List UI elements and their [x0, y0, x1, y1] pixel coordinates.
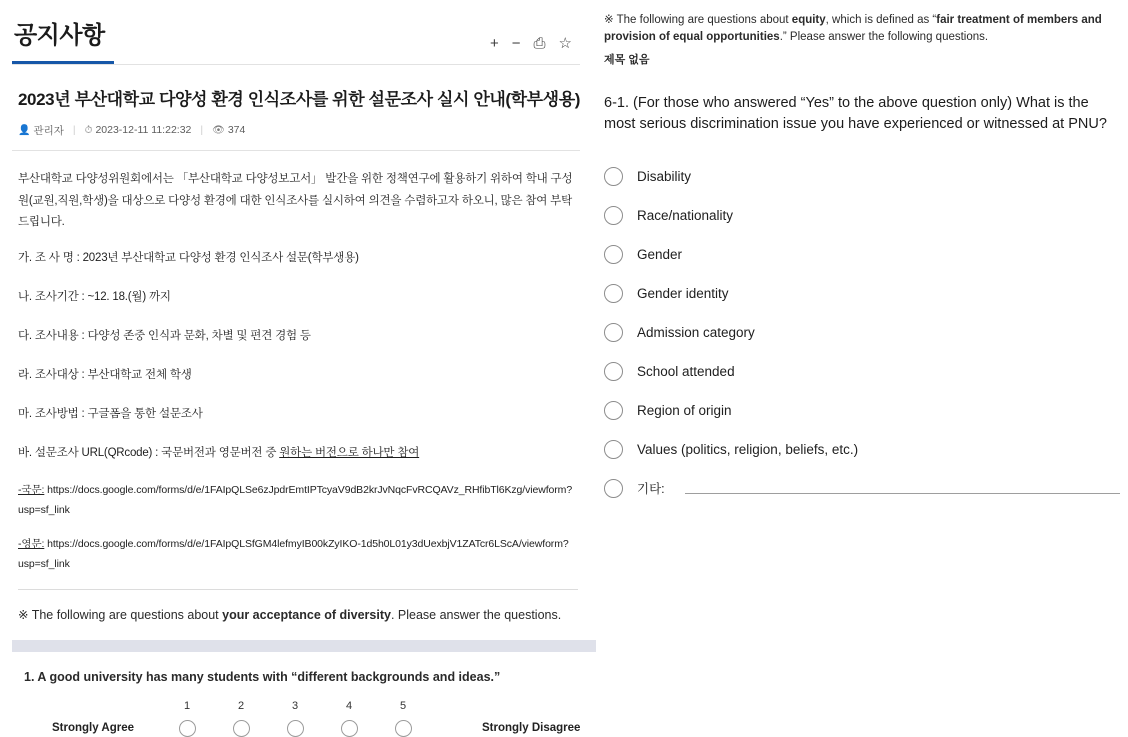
option-race-nationality[interactable]: [604, 196, 1120, 235]
option-label: 기타:: [637, 482, 665, 497]
body-item-0: 가. 조 사 명 : 2023년 부산대학교 다양성 환경 인식조사 설문(학부생용): [18, 252, 359, 265]
radio-icon[interactable]: [604, 440, 623, 459]
likert-number-2: 2: [237, 699, 245, 712]
likert-number-4: 4: [345, 699, 353, 712]
radio-icon[interactable]: [604, 323, 623, 342]
url-intro-prefix: 바. 설문조사 URL(QRcode) : 국문버전과 영문버전 중: [18, 446, 280, 459]
likert-label-left: Strongly Agree: [52, 722, 135, 735]
likert-radio-4-wrap: [322, 720, 376, 737]
likert-scale: [0, 684, 596, 737]
radio-icon[interactable]: [604, 284, 623, 303]
equity-note-bold-equity: equity: [791, 14, 826, 26]
url-intro-underline: 원하는 버전으로 하나만 참여: [279, 446, 420, 459]
likert-radio-group: [160, 720, 430, 737]
post-title: 2023년 부산대학교 다양성 환경 인식조사를 위한 설문조사 실시 안내(학부생용): [18, 89, 580, 109]
survey-link-english-label: -영문:: [18, 538, 45, 551]
likert-radio-1[interactable]: [179, 720, 196, 737]
option-gender-identity[interactable]: [604, 274, 1120, 313]
option-disability[interactable]: [604, 157, 1120, 196]
likert-number-5: 5: [399, 699, 407, 712]
option-label: School attended: [637, 363, 735, 379]
favorite-icon[interactable]: ☆: [558, 35, 572, 52]
likert-radio-3-wrap: [268, 720, 322, 737]
meta-views: [212, 124, 245, 136]
eye-icon: 👁: [212, 124, 225, 136]
attachment-divider: [18, 589, 578, 606]
question-1-text: 1. A good university has many students with “different backgrounds and ideas.”: [24, 669, 501, 684]
radio-icon[interactable]: [604, 206, 623, 225]
option-admission-category[interactable]: [604, 313, 1120, 352]
option-label: Disability: [637, 168, 692, 184]
likert-number-3: 3: [291, 699, 299, 712]
body-item-2: 다. 조사내용 : 다양성 존중 인식과 문화, 차별 및 편견 경험 등: [18, 330, 311, 343]
other-text-input[interactable]: [685, 493, 1120, 494]
likert-row: [0, 720, 596, 737]
header-icon-group: [490, 22, 580, 51]
zoom-out-icon[interactable]: −: [511, 35, 521, 52]
radio-icon[interactable]: [604, 245, 623, 264]
print-icon[interactable]: ⎙: [533, 35, 546, 52]
equity-note-prefix: ※ The following are questions about: [604, 14, 792, 26]
likert-radio-5-wrap: [376, 720, 430, 737]
zoom-in-icon[interactable]: +: [490, 35, 499, 52]
english-note-prefix: ※ The following are questions about: [18, 608, 223, 623]
option-label: Race/nationality: [637, 207, 734, 223]
option-label: Gender identity: [637, 285, 729, 301]
english-note: [0, 606, 596, 625]
user-icon: 👤: [18, 124, 31, 136]
likert-radio-2-wrap: [214, 720, 268, 737]
option-label: Values (politics, religion, beliefs, etc.): [637, 441, 859, 457]
option-label: Gender: [637, 246, 683, 262]
equity-note-suffix: .” Please answer the following questions.: [779, 31, 989, 44]
meta-separator-2: |: [200, 124, 204, 137]
equity-note: [604, 10, 1120, 47]
likert-number-1: 1: [183, 699, 191, 712]
likert-radio-5[interactable]: [395, 720, 412, 737]
likert-radio-2[interactable]: [233, 720, 250, 737]
equity-note-mid: , which is defined as “: [825, 14, 937, 26]
survey-link-english-url: https://docs.google.com/forms/d/e/1FAIpQLSfGM4lefmyIB00kZyIKO-1d5h0L01y3dUexbjV1ZATcr6LScA/viewform?usp=sf_link: [18, 538, 569, 571]
option-other[interactable]: [604, 469, 1120, 508]
option-label: Region of origin: [637, 402, 732, 418]
meta-separator-1: |: [72, 124, 76, 137]
page-title: 공지사항: [14, 22, 105, 49]
survey-link-korean-url: https://docs.google.com/forms/d/e/1FAIpQLSe6zJpdrEmtIPTcyaV9dB2krJvNqcFvRCQAVz_RHfibTl6Kzg/viewform?usp=sf_link: [18, 484, 573, 517]
question-6-1-text: 6-1. (For those who answered “Yes” to the above question only) What is the most serious discrimination issue you have experienced or witnessed at PNU?: [604, 94, 1107, 132]
likert-radio-1-wrap: [160, 720, 214, 737]
meta-views-count: 374: [227, 124, 246, 137]
likert-radio-3[interactable]: [287, 720, 304, 737]
post-body: [0, 151, 596, 575]
body-item-1: 나. 조사기간 : ~12. 18.(월) 까지: [18, 291, 171, 304]
survey-form-pane: [596, 0, 1128, 700]
meta-date: [85, 124, 192, 136]
radio-icon[interactable]: [604, 362, 623, 381]
section-band: [12, 640, 596, 652]
meta-author: [18, 123, 64, 138]
question-6-1-options: [604, 157, 1120, 508]
survey-link-korean-label: -국문:: [18, 484, 45, 497]
option-school-attended[interactable]: [604, 352, 1120, 391]
post-meta: [0, 110, 596, 150]
body-item-4: 마. 조사방법 : 구글폼을 통한 설문조사: [18, 407, 203, 420]
survey-link-korean[interactable]: [18, 481, 578, 521]
likert-radio-4[interactable]: [341, 720, 358, 737]
meta-date-label: 2023-12-11 11:22:32: [95, 124, 192, 137]
option-values[interactable]: [604, 430, 1120, 469]
body-item-url-intro: [18, 443, 578, 465]
option-region-of-origin[interactable]: [604, 391, 1120, 430]
option-gender[interactable]: [604, 235, 1120, 274]
radio-icon[interactable]: [604, 401, 623, 420]
likert-label-right: Strongly Disagree: [482, 722, 581, 735]
meta-author-label: 관리자: [33, 124, 64, 137]
notice-header: [0, 0, 596, 59]
english-note-suffix: . Please answer the questions.: [390, 608, 562, 623]
equity-note-bold-definition: fair treatment of members and provision of equal opportunities: [604, 14, 1102, 44]
english-note-bold: your acceptance of diversity: [222, 608, 391, 623]
form-section-subtitle: 제목 없음: [604, 53, 650, 66]
radio-icon[interactable]: [604, 479, 623, 498]
likert-scale-numbers: [0, 700, 596, 712]
radio-icon[interactable]: [604, 167, 623, 186]
option-label: Admission category: [637, 324, 755, 340]
clock-icon: ⏱: [84, 124, 93, 136]
body-item-3: 라. 조사대상 : 부산대학교 전체 학생: [18, 368, 192, 381]
body-intro: 부산대학교 다양성위원회에서는 「부산대학교 다양성보고서」 발간을 위한 정책연구에 활용하기 위하여 학내 구성원(교원,직원,학생)을 대상으로 다양성 환경에 대한 인식조사를 실시하여 의견을 수렴하고자 하오니, 많은 참여 부탁드립니다.: [18, 172, 573, 229]
survey-link-english[interactable]: [18, 535, 578, 575]
